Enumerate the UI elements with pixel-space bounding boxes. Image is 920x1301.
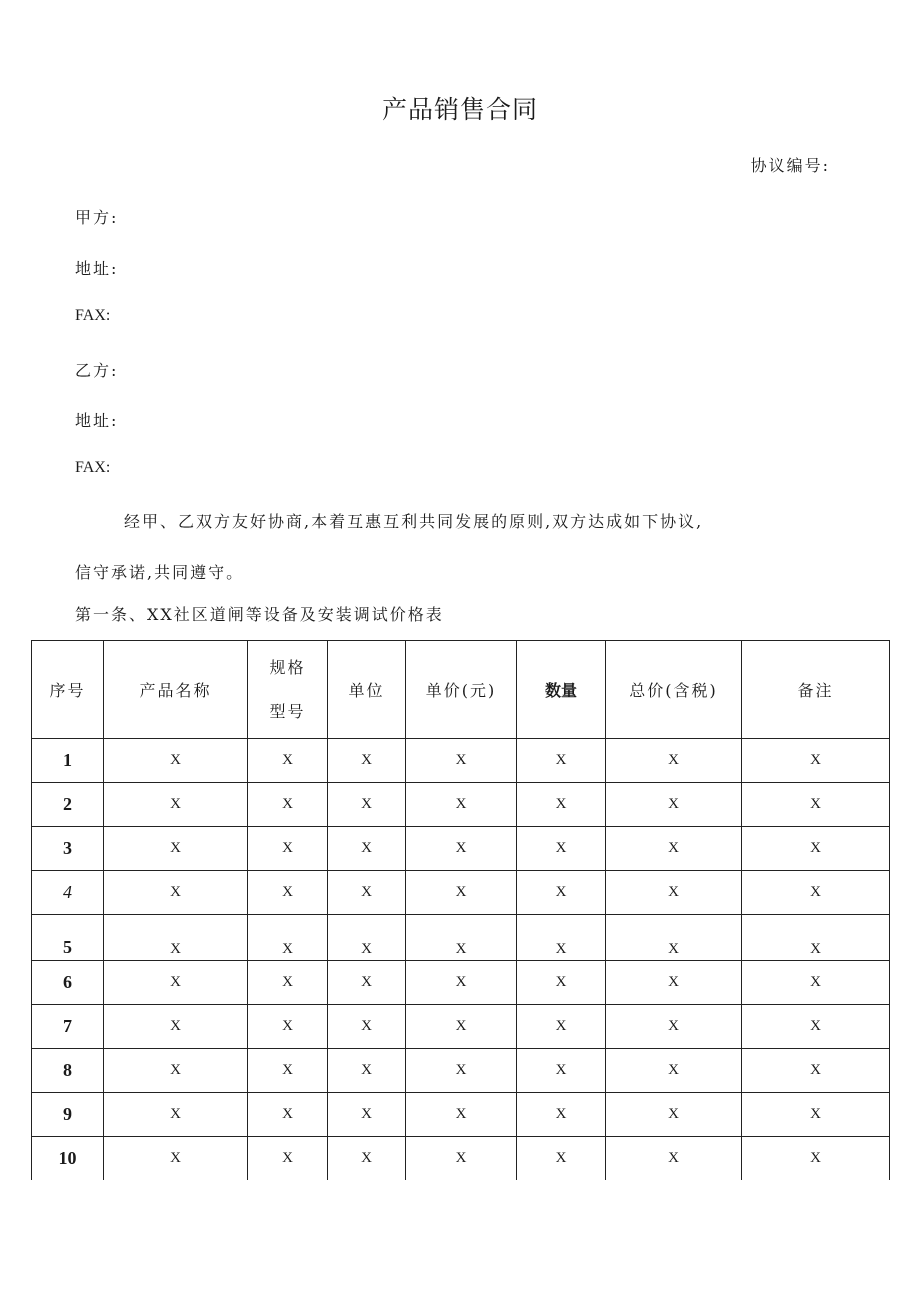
cell-remarks: X — [742, 1093, 890, 1137]
table-row — [32, 1093, 890, 1137]
party-a-label: 甲方: — [75, 208, 119, 227]
header-quantity: 数量 — [517, 641, 606, 739]
cell-unit: X — [328, 1137, 406, 1181]
header-remarks: 备注 — [742, 641, 890, 739]
cell-total-price: X — [606, 915, 742, 961]
cell-remarks: X — [742, 783, 890, 827]
cell-quantity: X — [517, 1005, 606, 1049]
cell-unit-price: X — [406, 827, 517, 871]
table-row — [32, 1005, 890, 1049]
cell-total-price: X — [606, 783, 742, 827]
cell-seq: 2 — [32, 783, 104, 827]
party-b-address-label: 地址: — [75, 411, 119, 430]
table-row — [32, 961, 890, 1005]
cell-unit-price: X — [406, 871, 517, 915]
table-row — [32, 783, 890, 827]
cell-unit: X — [328, 1049, 406, 1093]
cell-remarks: X — [742, 961, 890, 1005]
cell-total-price: X — [606, 1137, 742, 1181]
cell-product-name: X — [104, 961, 248, 1005]
article-1-heading: 第一条、XX社区道闸等设备及安装调试价格表 — [75, 605, 444, 624]
cell-remarks: X — [742, 1005, 890, 1049]
cell-quantity: X — [517, 1049, 606, 1093]
cell-remarks: X — [742, 1137, 890, 1181]
cell-remarks: X — [742, 739, 890, 783]
intro-paragraph-line-2: 信守承诺,共同遵守。 — [75, 563, 245, 582]
cell-product-name: X — [104, 1005, 248, 1049]
cell-spec: X — [248, 827, 328, 871]
cell-unit: X — [328, 827, 406, 871]
cell-seq: 9 — [32, 1093, 104, 1137]
intro-paragraph-line-1: 经甲、乙双方友好协商,本着互惠互利共同发展的原则,双方达成如下协议, — [124, 512, 704, 531]
party-b-label: 乙方: — [75, 361, 119, 380]
table-row — [32, 1049, 890, 1093]
cell-product-name: X — [104, 1093, 248, 1137]
cell-product-name: X — [104, 915, 248, 961]
cell-unit-price: X — [406, 961, 517, 1005]
cell-spec: X — [248, 1093, 328, 1137]
cell-unit-price: X — [406, 1005, 517, 1049]
cell-unit-price: X — [406, 915, 517, 961]
header-unit: 单位 — [328, 641, 406, 739]
cell-total-price: X — [606, 1093, 742, 1137]
cell-unit-price: X — [406, 783, 517, 827]
header-spec-label: 规格型号 — [269, 657, 306, 721]
header-seq: 序号 — [32, 641, 104, 739]
cell-quantity: X — [517, 871, 606, 915]
cell-quantity: X — [517, 915, 606, 961]
cell-seq: 6 — [32, 961, 104, 1005]
table-header-row — [32, 641, 890, 739]
table-row — [32, 739, 890, 783]
header-total-price: 总价(含税) — [606, 641, 742, 739]
cell-unit-price: X — [406, 1093, 517, 1137]
header-spec — [248, 641, 328, 739]
cell-quantity: X — [517, 739, 606, 783]
cell-seq: 8 — [32, 1049, 104, 1093]
cell-unit: X — [328, 1093, 406, 1137]
cell-remarks: X — [742, 827, 890, 871]
party-a-address-label: 地址: — [75, 259, 119, 278]
cell-unit: X — [328, 961, 406, 1005]
cell-product-name: X — [104, 783, 248, 827]
cell-quantity: X — [517, 783, 606, 827]
table-row — [32, 1137, 890, 1181]
cell-spec: X — [248, 961, 328, 1005]
cell-seq: 3 — [32, 827, 104, 871]
agreement-number-label: 协议编号: — [750, 156, 830, 175]
cell-spec: X — [248, 871, 328, 915]
cell-total-price: X — [606, 1049, 742, 1093]
header-product-name: 产品名称 — [104, 641, 248, 739]
cell-spec: X — [248, 783, 328, 827]
cell-total-price: X — [606, 871, 742, 915]
table-row — [32, 827, 890, 871]
cell-total-price: X — [606, 1005, 742, 1049]
cell-unit: X — [328, 871, 406, 915]
cell-total-price: X — [606, 961, 742, 1005]
cell-quantity: X — [517, 961, 606, 1005]
cell-product-name: X — [104, 1049, 248, 1093]
cell-unit: X — [328, 1005, 406, 1049]
cell-unit-price: X — [406, 1049, 517, 1093]
cell-spec: X — [248, 1049, 328, 1093]
cell-quantity: X — [517, 1137, 606, 1181]
cell-spec: X — [248, 915, 328, 961]
cell-unit-price: X — [406, 739, 517, 783]
party-a-fax-label: FAX: — [75, 307, 111, 324]
cell-seq: 10 — [32, 1137, 104, 1181]
cell-quantity: X — [517, 827, 606, 871]
cell-spec: X — [248, 739, 328, 783]
cell-unit: X — [328, 739, 406, 783]
cell-quantity: X — [517, 1093, 606, 1137]
cell-remarks: X — [742, 915, 890, 961]
price-table — [31, 640, 890, 1180]
cell-remarks: X — [742, 871, 890, 915]
cell-seq: 4 — [32, 871, 104, 915]
cell-remarks: X — [742, 1049, 890, 1093]
contract-title: 产品销售合同 — [381, 95, 538, 124]
cell-total-price: X — [606, 739, 742, 783]
cell-total-price: X — [606, 827, 742, 871]
cell-seq: 1 — [32, 739, 104, 783]
cell-unit: X — [328, 915, 406, 961]
cell-unit: X — [328, 783, 406, 827]
header-unit-price: 单价(元) — [406, 641, 517, 739]
party-b-fax-label: FAX: — [75, 459, 111, 476]
cell-spec: X — [248, 1005, 328, 1049]
cell-product-name: X — [104, 1137, 248, 1181]
cell-seq: 7 — [32, 1005, 104, 1049]
cell-product-name: X — [104, 827, 248, 871]
table-row — [32, 915, 890, 961]
cell-seq: 5 — [32, 915, 104, 961]
table-row — [32, 871, 890, 915]
cell-product-name: X — [104, 739, 248, 783]
cell-product-name: X — [104, 871, 248, 915]
cell-unit-price: X — [406, 1137, 517, 1181]
cell-spec: X — [248, 1137, 328, 1181]
